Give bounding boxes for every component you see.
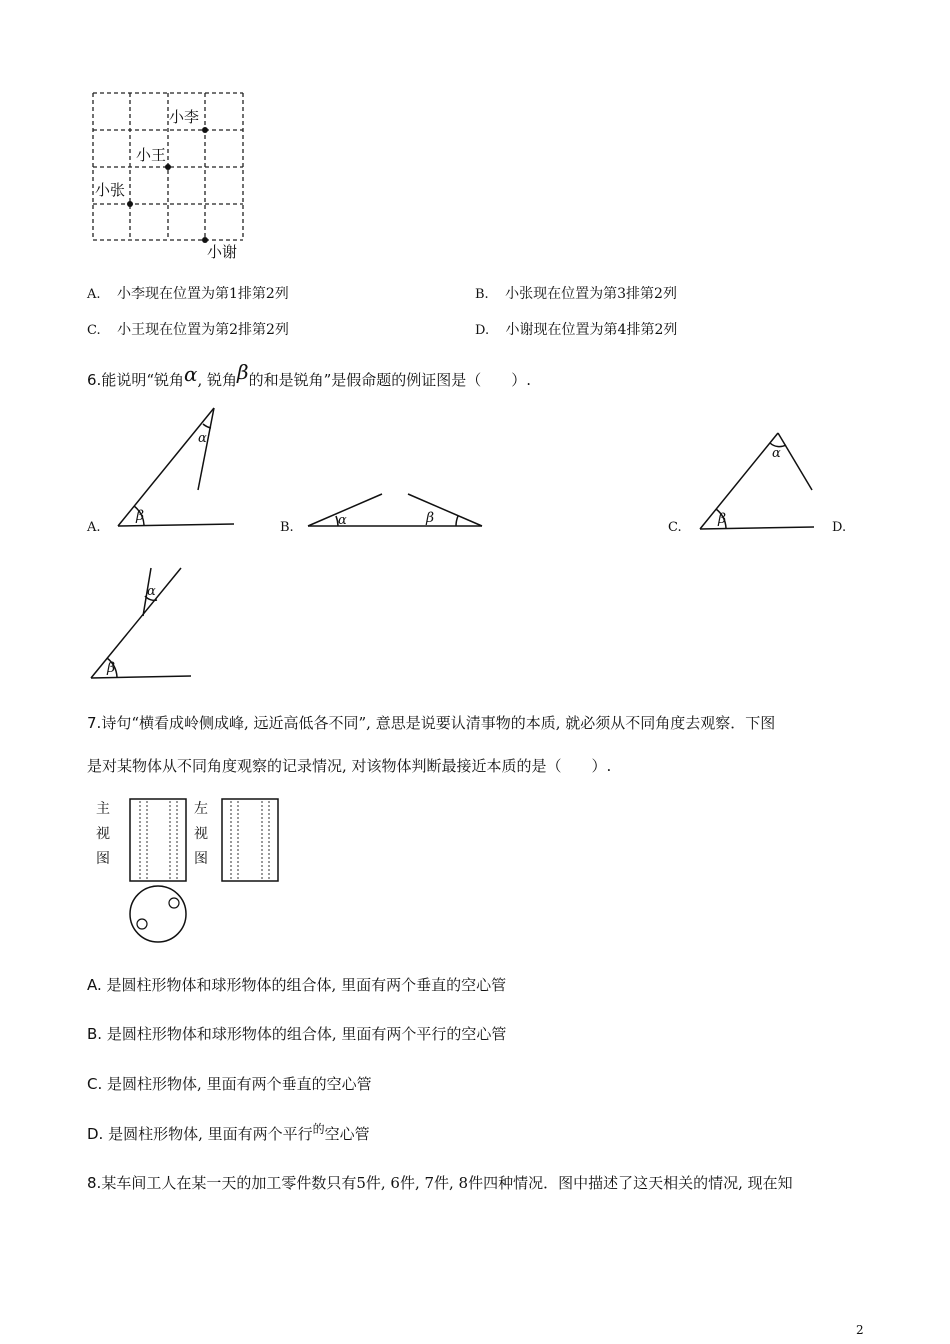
q6-stem — [87, 360, 532, 390]
q6-a-beta: β — [136, 508, 145, 524]
grid-label-xiaoxie: 小谢 — [207, 243, 238, 261]
q6-c-alpha: α — [772, 446, 781, 461]
q7-option-d-text-a: 是圆柱形物体, 里面有两个平行 — [108, 1125, 313, 1143]
q7-option-a-letter: A. — [87, 976, 102, 994]
q6-figure-c — [692, 425, 822, 535]
q6-option-a-letter: A. — [87, 520, 101, 535]
xiaozhang-dot — [127, 201, 133, 207]
q7-option-b — [87, 1023, 506, 1044]
grid-label-xiaozhang: 小张 — [95, 181, 126, 199]
seat-grid-figure — [85, 85, 255, 265]
grid-label-xiaowang: 小王 — [136, 146, 167, 164]
q5-option-c — [87, 319, 289, 339]
q6-c-beta: β — [718, 511, 727, 527]
q7-stem-line1 — [87, 712, 775, 733]
q6-number: 6. — [87, 371, 102, 389]
q6-d-alpha: α — [147, 584, 156, 599]
q6-b-alpha: α — [338, 513, 347, 528]
q5-option-d-letter: D. — [475, 323, 490, 338]
q5-option-d — [475, 319, 677, 339]
q7-option-b-text: 是圆柱形物体和球形物体的组合体, 里面有两个平行的空心管 — [106, 1025, 507, 1043]
q7-views-figure — [90, 795, 290, 945]
q7-option-c — [87, 1073, 372, 1094]
left-view-rect — [222, 799, 278, 881]
q7-option-b-letter: B. — [87, 1025, 103, 1043]
front-view-label-3: 图 — [96, 851, 110, 867]
top-view-hole-1 — [137, 919, 147, 929]
q6-beta: β — [237, 360, 249, 384]
q7-option-d-text-c: 空心管 — [324, 1125, 370, 1143]
top-view-circle — [130, 886, 186, 942]
xiaoli-dot — [202, 127, 208, 133]
page-number: 2 — [856, 1323, 864, 1337]
q5-option-b — [475, 283, 677, 303]
q6-option-d-letter: D. — [832, 520, 847, 535]
xiaowang-dot — [165, 164, 171, 170]
q6-figure-d — [85, 560, 205, 685]
q6-text-part1: 能说明“锐角 — [101, 371, 184, 389]
q5-option-c-text: 小王现在位置为第2排第2列 — [117, 322, 289, 338]
q6-figure-a — [110, 400, 240, 535]
grid-label-xiaoli: 小李 — [169, 108, 200, 126]
q8-stem — [87, 1172, 793, 1193]
q5-option-a-text: 小李现在位置为第1排第2列 — [116, 286, 289, 302]
q6-option-b-letter: B. — [280, 520, 294, 535]
top-view-hole-2 — [169, 898, 179, 908]
q7-stem-line2: 是对某物体从不同角度观察的记录情况, 对该物体判断最接近本质的是（ ）. — [87, 757, 612, 775]
q8-number: 8. — [87, 1174, 102, 1192]
q5-option-a-letter: A. — [87, 287, 101, 302]
q6-text-part3: 的和是锐角”是假命题的例证图是（ ）. — [248, 371, 532, 389]
q6-figure-b — [300, 486, 490, 534]
q5-option-c-letter: C. — [87, 323, 101, 338]
q7-option-a — [87, 974, 506, 995]
q6-option-c-letter: C. — [668, 520, 682, 535]
left-view-label-1: 左 — [194, 801, 208, 817]
q7-number: 7. — [87, 714, 102, 732]
q8-text: 某车间工人在某一天的加工零件数只有5件, 6件, 7件, 8件四种情况．图中描述了这天相关的情况, 现在知 — [101, 1174, 793, 1192]
q6-a-alpha: α — [198, 431, 207, 446]
q7-option-c-text: 是圆柱形物体, 里面有两个垂直的空心管 — [107, 1075, 372, 1093]
front-view-rect — [130, 799, 186, 881]
q6-b-beta: β — [426, 510, 435, 526]
q6-text-part2: , 锐角 — [197, 371, 238, 389]
q7-option-d — [87, 1123, 370, 1144]
q5-option-b-letter: B. — [475, 287, 489, 302]
q6-d-beta: β — [107, 660, 116, 676]
q7-option-c-letter: C. — [87, 1075, 103, 1093]
q6-alpha: α — [183, 362, 198, 386]
q7-text-line1: 诗句“横看成岭侧成峰, 远近高低各不同”, 意思是说要认清事物的本质, 就必须从不同角度去观察．下图 — [101, 714, 776, 732]
q5-option-d-text: 小谢现在位置为第4排第2列 — [505, 322, 678, 338]
q5-option-b-text: 小张现在位置为第3排第2列 — [505, 286, 677, 302]
left-view-label-3: 图 — [194, 851, 208, 867]
q5-option-a — [87, 283, 289, 303]
left-view-label-2: 视 — [194, 826, 208, 842]
q7-option-a-text: 是圆柱形物体和球形物体的组合体, 里面有两个垂直的空心管 — [106, 976, 507, 994]
q7-option-d-letter: D. — [87, 1125, 104, 1143]
front-view-label-2: 视 — [96, 826, 110, 842]
q7-option-d-text-b: 的 — [312, 1122, 325, 1136]
front-view-label-1: 主 — [96, 801, 110, 817]
